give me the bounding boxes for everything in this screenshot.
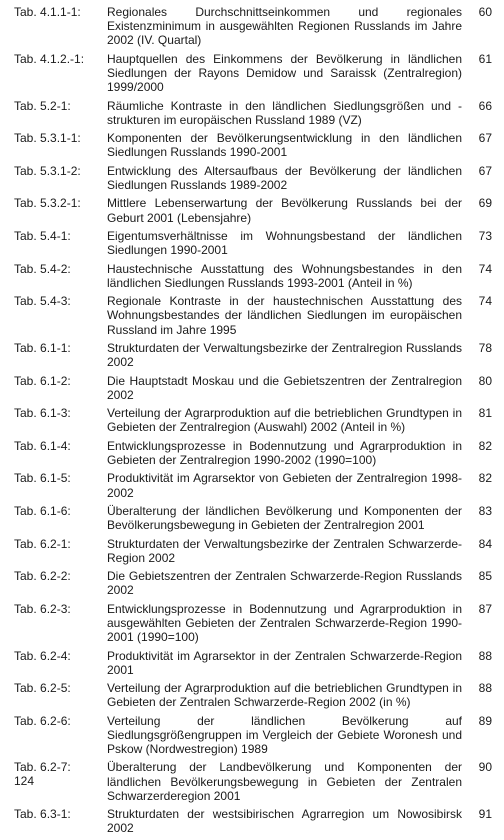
table-title: Hauptquellen des Einkommens der Bevölkerung in ländlichen Siedlungen der Rayons Demidow und Saraissk (Zentralregion) 1999/2000	[107, 51, 462, 95]
table-title: Strukturdaten der Verwaltungsbezirke der Zentralregion Russlands 2002	[107, 340, 462, 370]
toc-entry	[14, 5, 492, 48]
table-title: Produktivität im Agrarsektor von Gebieten der Zentralregion 1998-2002	[107, 471, 462, 500]
table-number: Tab. 6.1-1:	[14, 340, 71, 355]
page-reference: 82	[478, 438, 492, 453]
table-title: Die Hauptstadt Moskau und die Gebietszentren der Zentralregion 2002	[107, 373, 462, 402]
page-reference: 81	[478, 406, 492, 421]
table-title: Verteilung der Agrarproduktion auf die betrieblichen Grundtypen in Gebieten der Zentralregion (Auswahl) 2002 (Anteil in %)	[107, 406, 462, 435]
table-number: Tab. 4.1.1-1:	[14, 5, 81, 19]
page-reference: 82	[478, 471, 492, 486]
toc-entry	[14, 681, 492, 709]
toc-entry	[14, 52, 492, 95]
table-of-contents-list	[14, 5, 492, 840]
page-reference: 91	[478, 807, 492, 822]
toc-entry	[14, 131, 492, 159]
table-number: Tab. 5.4-3:	[14, 294, 71, 309]
table-title: Räumliche Kontraste in den ländlichen Siedlungsgrößen und -strukturen im europäischen Russland 1989 (VZ)	[107, 98, 462, 127]
toc-entry	[14, 374, 492, 402]
table-number: Tab. 6.2-5:	[14, 681, 71, 696]
table-title: Die Gebietszentren der Zentralen Schwarzerde-Region Russlands 2002	[107, 569, 462, 598]
table-title: Verteilung der Agrarproduktion auf die betrieblichen Grundtypen in Gebieten der Zentralen Schwarzerde-Region 2002 (in %)	[107, 681, 462, 710]
page-reference: 66	[478, 98, 492, 113]
table-number: Tab. 6.1-5:	[14, 471, 71, 486]
page-reference: 60	[478, 5, 492, 19]
toc-entry	[14, 229, 492, 257]
page-reference: 67	[478, 163, 492, 178]
page-reference: 88	[478, 648, 492, 663]
toc-entry	[14, 807, 492, 835]
page-reference: 69	[478, 196, 492, 211]
toc-entry	[14, 649, 492, 677]
toc-entry	[14, 341, 492, 369]
toc-entry	[14, 262, 492, 290]
table-number: Tab. 6.3-1:	[14, 807, 71, 822]
table-number: Tab. 5.3.2-1:	[14, 196, 81, 211]
table-title: Entwicklung des Altersaufbaus der Bevölkerung der ländlichen Siedlungen Russlands 1989-2002	[107, 163, 462, 192]
table-title: Eigentumsverhältnisse im Wohnungsbestand der ländlichen Siedlungen 1990-2001	[107, 228, 462, 258]
table-number: Tab. 5.3.1-1:	[14, 131, 81, 146]
toc-entry	[14, 294, 492, 337]
page-reference: 88	[478, 681, 492, 696]
table-title: Überalterung der ländlichen Bevölkerung und Komponenten der Bevölkerungsbewegung in Gebieten der Zentralregion 2001	[107, 503, 462, 533]
table-title: Entwicklungsprozesse in Bodennutzung und Agrarproduktion in Gebieten der Zentralregion 1990-2002 (1990=100)	[107, 438, 462, 467]
table-title: Verteilung der ländlichen Bevölkerung auf Siedlungsgrößengruppen im Vergleich der Gebiete Woronesh und Pskow (Nordwestregion) 1989	[107, 713, 462, 757]
table-number: Tab. 6.2-6:	[14, 713, 71, 728]
table-number: Tab. 5.4-2:	[14, 261, 71, 276]
table-number: Tab. 5.4-1:	[14, 228, 71, 243]
page-reference: 90	[478, 760, 492, 775]
page-reference: 74	[478, 261, 492, 276]
table-number: Tab. 6.2-2:	[14, 569, 71, 584]
toc-entry	[14, 504, 492, 532]
table-title: Entwicklungsprozesse in Bodennutzung und Agrarproduktion in ausgewählten Gebieten der Zentralen Schwarzerde-Region 1990-2001 (1990=100)	[107, 601, 462, 645]
table-title: Mittlere Lebenserwartung der Bevölkerung Russlands bei der Geburt 2001 (Lebensjahre)	[107, 196, 462, 225]
toc-entry	[14, 760, 492, 803]
table-title: Regionale Kontraste in der haustechnischen Ausstattung des Wohnungsbestandes der ländlichen Siedlungen im europäischen Russland im Jahre 1995	[107, 294, 462, 337]
table-number: Tab. 6.2-7:	[14, 760, 71, 775]
page-reference: 73	[478, 228, 492, 243]
toc-entry	[14, 537, 492, 565]
table-number: Tab. 6.1-4:	[14, 438, 71, 453]
page-reference: 74	[478, 294, 492, 309]
page-reference: 85	[478, 569, 492, 584]
table-number: Tab. 6.2-3:	[14, 601, 71, 616]
table-number: Tab. 6.1-6:	[14, 503, 71, 518]
table-title: Produktivität im Agrarsektor in der Zentralen Schwarzerde-Region 2001	[107, 648, 462, 677]
toc-entry	[14, 164, 492, 192]
toc-entry	[14, 714, 492, 757]
page-reference: 84	[478, 536, 492, 551]
table-title: Komponenten der Bevölkerungsentwicklung in den ländlichen Siedlungen Russlands 1990-2001	[107, 131, 462, 160]
page-reference: 78	[478, 340, 492, 355]
table-title: Haustechnische Ausstattung des Wohnungsbestandes in den ländlichen Siedlungen Russlands 1993-2001 (Anteil in %)	[107, 261, 462, 290]
toc-entry	[14, 602, 492, 645]
toc-entry	[14, 439, 492, 467]
table-title: Strukturdaten der westsibirischen Agrarregion um Nowosibirsk 2002	[107, 807, 462, 836]
page-reference: 83	[478, 503, 492, 518]
table-number: Tab. 5.2-1:	[14, 98, 71, 113]
page-reference: 61	[478, 51, 492, 66]
toc-entry	[14, 196, 492, 224]
page-reference: 80	[478, 373, 492, 388]
table-title: Regionales Durchschnittseinkommen und regionales Existenzminimum in ausgewählten Regionen Russlands im Jahre 2002 (IV. Quartal)	[107, 5, 462, 48]
table-number: Tab. 5.3.1-2:	[14, 163, 81, 178]
toc-entry	[14, 406, 492, 434]
table-number: Tab. 6.2-1:	[14, 536, 71, 551]
table-number: Tab. 6.2-4:	[14, 648, 71, 663]
table-title: Überalterung der Landbevölkerung und Komponenten der ländlichen Bevölkerungsbewegung in Gebieten der Zentralen Schwarzerderegion 2001	[107, 760, 462, 803]
page-number: 124	[14, 774, 35, 788]
table-number: Tab. 6.1-2:	[14, 373, 71, 388]
toc-entry	[14, 569, 492, 597]
table-number: Tab. 6.1-3:	[14, 406, 71, 421]
page-reference: 87	[478, 601, 492, 616]
page-reference: 89	[478, 713, 492, 728]
toc-entry	[14, 471, 492, 499]
page-reference: 67	[478, 131, 492, 146]
toc-entry	[14, 99, 492, 127]
table-number: Tab. 4.1.2.-1:	[14, 51, 85, 66]
table-title: Strukturdaten der Verwaltungsbezirke der Zentralen Schwarzerde-Region 2002	[107, 536, 462, 565]
